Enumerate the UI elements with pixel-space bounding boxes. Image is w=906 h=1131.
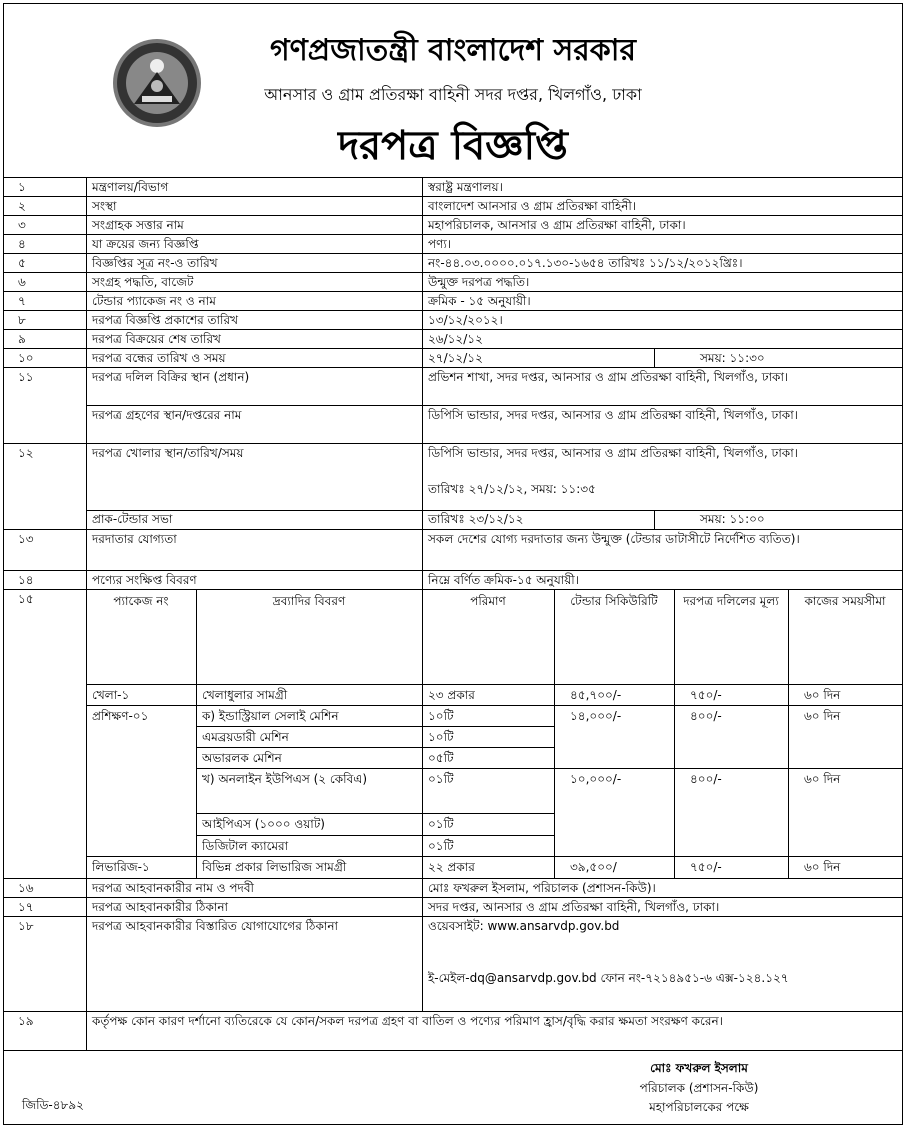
- row-label: বিজ্ঞপ্তির সূত্র নং-ও তারিখ: [92, 256, 218, 270]
- row-label: দরপত্র বিজ্ঞপ্তি প্রকাশের তারিখ: [92, 313, 238, 327]
- package-number: লিভারিজ-১: [92, 860, 150, 874]
- row-label: যা ক্রয়ের জন্য বিজ্ঞপ্তি: [92, 237, 199, 251]
- row-number: ১৫: [18, 592, 34, 606]
- table-row: [4, 178, 902, 197]
- item-quantity: ১০টি: [428, 709, 454, 723]
- item-quantity: ২৩ প্রকার: [428, 688, 475, 702]
- tender-security: ১০,০০০/-: [570, 772, 622, 786]
- email-phone: ই-মেইল-dq@ansarvdp.gov.bd ফোন নং-৭২১৪৯৫১-৬ এক্স-১২৪.১২৭: [428, 971, 789, 985]
- row-label: দরপত্র দলিল বিক্রির স্থান (প্রধান): [92, 370, 250, 384]
- column-header-time-limit: কাজের সময়সীমা: [804, 594, 886, 608]
- tender-security: ১৪,০০০/-: [570, 709, 622, 723]
- gd-reference: জিডি-৪৮৯২: [22, 1098, 84, 1112]
- item-description: অভারলক মেশিন: [202, 751, 282, 765]
- table-row: [4, 254, 902, 273]
- row-number: ১: [18, 180, 26, 194]
- row-value: ডিপিসি ভান্ডার, সদর দপ্তর, আনসার ও গ্রাম প্রতিরক্ষা বাহিনী, খিলগাঁও, ঢাকা।: [428, 408, 798, 422]
- row-number: ১৪: [18, 573, 34, 587]
- row-number: ৭: [18, 294, 26, 308]
- row-number: ১০: [18, 351, 34, 365]
- tender-security: ৪৫,৭০০/-: [570, 688, 622, 702]
- pre-tender-time: সময়: ১১:০০: [700, 512, 765, 526]
- row-label: দরপত্র বন্ধের তারিখ ও সময়: [92, 351, 226, 365]
- item-quantity: ০১টি: [428, 839, 454, 853]
- row-label: দরপত্র বিক্রয়ের শেষ তারিখ: [92, 332, 221, 346]
- row-number: ৮: [18, 313, 26, 327]
- signer-behalf: মহাপরিচালকের পক্ষে: [649, 1100, 749, 1114]
- document-price: ৭৫০/-: [690, 688, 722, 702]
- row-number: ১৭: [18, 900, 34, 914]
- item-quantity: ০১টি: [428, 817, 454, 831]
- row-value: নিম্নে বর্ণিত ক্রমিক-১৫ অনুযায়ী।: [428, 573, 580, 587]
- notice-title: দরপত্র বিজ্ঞপ্তি: [338, 123, 568, 169]
- table-row: [4, 273, 902, 292]
- item-description: এমব্রয়ডারী মেশিন: [202, 730, 289, 744]
- table-row: [4, 311, 902, 330]
- table-row: [4, 216, 902, 235]
- package-number: প্রশিক্ষণ-০১: [92, 709, 149, 723]
- row-label: দরপত্র আহবানকারীর নাম ও পদবী: [92, 881, 254, 895]
- item-description: খেলাধুলার সামগ্রী: [202, 688, 288, 702]
- row-value: মোঃ ফখরুল ইসলাম, পরিচালক (প্রশাসন-কিউ)।: [428, 881, 656, 895]
- row-value: প্রভিশন শাখা, সদর দপ্তর, আনসার ও গ্রাম প্রতিরক্ষা বাহিনী, খিলগাঁও, ঢাকা।: [428, 370, 789, 384]
- website: ওয়েবসাইট: www.ansarvdp.gov.bd: [428, 919, 620, 933]
- column-header-description: দ্রব্যাদির বিবরণ: [272, 594, 346, 608]
- opening-datetime: তারিখঃ ২৭/১২/১২, সময়: ১১:৩৫: [428, 482, 596, 496]
- row-label: পণ্যের সংক্ষিপ্ত বিবরণ: [92, 573, 197, 587]
- package-number: খেলা-১: [92, 688, 130, 702]
- row-label: দরপত্র আহবানকারীর বিস্তারিত যোগাযোগের ঠিকানা: [92, 919, 338, 933]
- office-subtitle: আনসার ও গ্রাম প্রতিরক্ষা বাহিনী সদর দপ্তর, খিলগাঁও, ঢাকা: [264, 85, 642, 104]
- row-number: ২: [18, 199, 26, 213]
- table-row: [4, 292, 902, 311]
- government-title: গণপ্রজাতন্ত্রী বাংলাদেশ সরকার: [270, 33, 636, 68]
- table-row: [4, 349, 902, 368]
- document-price: ৭৫০/-: [690, 860, 722, 874]
- row-number: ৪: [18, 237, 26, 251]
- table-row: [4, 1012, 902, 1051]
- item-description: ডিজিটাল ক্যামেরা: [202, 839, 289, 853]
- time-limit: ৬০ দিন: [804, 772, 841, 786]
- table-row: [4, 879, 902, 898]
- table-row: [4, 571, 902, 590]
- notice-header: [4, 4, 902, 178]
- row-label: টেন্ডার প্যাকেজ নং ও নাম: [92, 294, 216, 308]
- row-value: সদর দপ্তর, আনসার ও গ্রাম প্রতিরক্ষা বাহিনী, খিলগাঁও, ঢাকা।: [428, 900, 720, 914]
- column-header-quantity: পরিমাণ: [470, 594, 506, 608]
- row-value: ২৭/১২/১২: [428, 351, 483, 365]
- table-row: [4, 235, 902, 254]
- table-row: [4, 917, 902, 1012]
- item-description: ক) ইন্ডাস্ট্রিয়াল সেলাই মেশিন: [202, 709, 339, 723]
- row-label: দরপত্র গ্রহণের স্থান/দপ্তরের নাম: [92, 408, 242, 422]
- item-description: খ) অনলাইন ইউপিএস (২ কেবিএ): [202, 772, 368, 786]
- row-value: সকল দেশের যোগ্য দরদাতার জন্য উন্মুক্ত (টেন্ডার ডাটাসীটে নির্দেশিত ব্যতিত)।: [428, 532, 800, 546]
- table-row: [4, 530, 902, 571]
- signer-name: মোঃ ফখরুল ইসলাম: [650, 1061, 748, 1075]
- time-limit: ৬০ দিন: [804, 688, 841, 702]
- column-header-package: প্যাকেজ নং: [113, 594, 169, 608]
- row-value: নং-৪৪.০৩.০০০০.০১৭.১৩০-১৬৫৪ তারিখঃ ১১/১২/২০১২খ্রিঃ।: [428, 256, 743, 270]
- row-value: ২৬/১২/১২: [428, 332, 483, 346]
- item-quantity: ০১টি: [428, 772, 454, 786]
- closing-time: সময়: ১১:৩০: [700, 351, 765, 365]
- signer-title: পরিচালক (প্রশাসন-কিউ): [639, 1081, 759, 1095]
- row-label: দরপত্র খোলার স্থান/তারিখ/সময়: [92, 446, 244, 460]
- row-number: ১৮: [18, 919, 34, 933]
- tender-notice: [3, 3, 903, 1125]
- item-quantity: ১০টি: [428, 730, 454, 744]
- document-price: ৪০০/-: [690, 772, 722, 786]
- row-value: ক্রমিক - ১৫ অনুযায়ী।: [428, 294, 531, 308]
- column-header-security: টেন্ডার সিকিউরিটি: [570, 594, 658, 608]
- row-number: ১৯: [18, 1014, 34, 1028]
- table-row: [4, 444, 902, 530]
- authority-clause: কর্তৃপক্ষ কোন কারণ দর্শানো ব্যতিরেকে যে কোন/সকল দরপত্র গ্রহণ বা বাতিল ও পণ্যের পরিমাণ হ্রাস/বৃদ্ধি করার ক্ষমতা সংরক্ষণ করেন।: [92, 1014, 723, 1028]
- row-number: ৫: [18, 256, 26, 270]
- row-label: সংগ্রহ পদ্ধতি, বাজেট: [92, 275, 194, 289]
- column-header-document-price: দরপত্র দলিলের মূল্য: [683, 594, 779, 608]
- item-quantity: ২২ প্রকার: [428, 860, 475, 874]
- row-label: দরপত্র আহবানকারীর ঠিকানা: [92, 900, 228, 914]
- row-number: ৯: [18, 332, 26, 346]
- table-row: [4, 197, 902, 216]
- row-number: ১৩: [18, 532, 34, 546]
- time-limit: ৬০ দিন: [804, 860, 841, 874]
- row-label: সংস্থা: [92, 199, 117, 213]
- item-description: আইপিএস (১০০০ ওয়াট): [202, 817, 325, 831]
- table-row: [4, 898, 902, 917]
- item-description: বিভিন্ন প্রকার লিভারিজ সামগ্রী: [202, 860, 347, 874]
- row-number: ৩: [18, 218, 26, 232]
- table-row: [4, 330, 902, 349]
- row-label: দরদাতার যোগ্যতা: [92, 532, 177, 546]
- row-value: পণ্য।: [428, 237, 452, 251]
- row-number: ১২: [18, 446, 34, 460]
- row-label: সংগ্রাহক সত্তার নাম: [92, 218, 184, 232]
- tender-security: ৩৯,৫০০/: [570, 860, 617, 874]
- row-value: ডিপিসি ভান্ডার, সদর দপ্তর, আনসার ও গ্রাম প্রতিরক্ষা বাহিনী, খিলগাঁও, ঢাকা।: [428, 446, 798, 460]
- row-value: বাংলাদেশ আনসার ও গ্রাম প্রতিরক্ষা বাহিনী।: [428, 199, 637, 213]
- package-table: [4, 590, 902, 879]
- row-label: মন্ত্রণালয়/বিভাগ: [92, 180, 169, 194]
- time-limit: ৬০ দিন: [804, 709, 841, 723]
- table-row: [4, 368, 902, 444]
- row-value: স্বরাষ্ট্র মন্ত্রণালয়।: [428, 180, 503, 194]
- row-value: ১৩/১২/২০১২।: [428, 313, 503, 327]
- row-value: তারিখঃ ২৩/১২/১২: [428, 512, 524, 526]
- row-number: ১৬: [18, 881, 34, 895]
- item-quantity: ০৫টি: [428, 751, 454, 765]
- row-value: উন্মুক্ত দরপত্র পদ্ধতি।: [428, 275, 530, 289]
- row-number: ১১: [18, 370, 34, 384]
- document-price: ৪০০/-: [690, 709, 722, 723]
- row-value: মহাপরিচালক, আনসার ও গ্রাম প্রতিরক্ষা বাহিনী, ঢাকা।: [428, 218, 686, 232]
- row-number: ৬: [18, 275, 26, 289]
- row-label: প্রাক-টেন্ডার সভা: [92, 512, 173, 526]
